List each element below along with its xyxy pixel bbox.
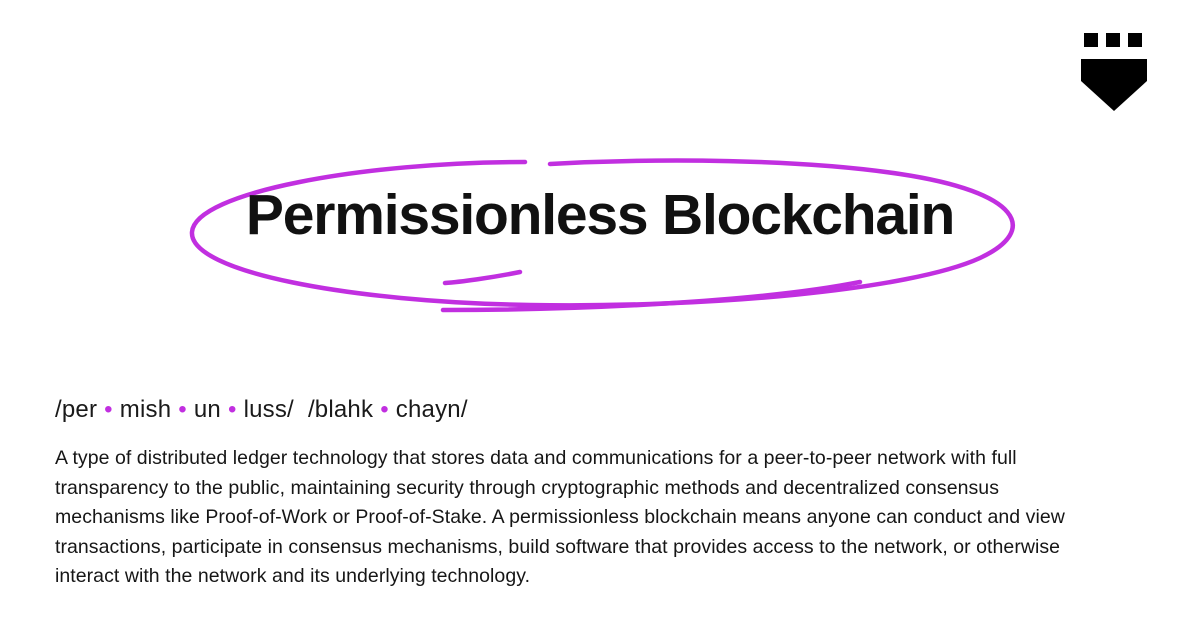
pronunciation-syllable: /blahk [307, 396, 374, 423]
definition-text: A type of distributed ledger technology that stores data and communications for a peer-to-peer network with full transparency to the public, maintaining security through cryptographic methods and decentralized consensus mechanisms like Proof-of-Work or Proof-of-Stake. A permissionless blockchain means anyone can conduct and view transactions, participate in consensus mechanisms, build software that provides access to the network, or otherwise interact with the network and its underlying technology. [55, 447, 1065, 587]
pronunciation-separator-icon: • [227, 396, 237, 423]
page-title: Permissionless Blockchain [245, 183, 955, 247]
pronunciation-separator-icon: • [104, 396, 113, 423]
bookmark-logo [1081, 33, 1147, 111]
pronunciation-separator-icon: • [178, 396, 187, 423]
pronunciation-syllable: /per [55, 396, 98, 423]
pronunciation-syllable: luss/ [243, 396, 294, 423]
pronunciation-syllable: mish [119, 396, 172, 423]
pronunciation-separator-icon: • [380, 396, 389, 423]
pronunciation [55, 396, 468, 424]
title-area [0, 130, 1200, 330]
pronunciation-syllable: chayn/ [395, 396, 468, 423]
pronunciation-syllable: un [193, 396, 221, 423]
